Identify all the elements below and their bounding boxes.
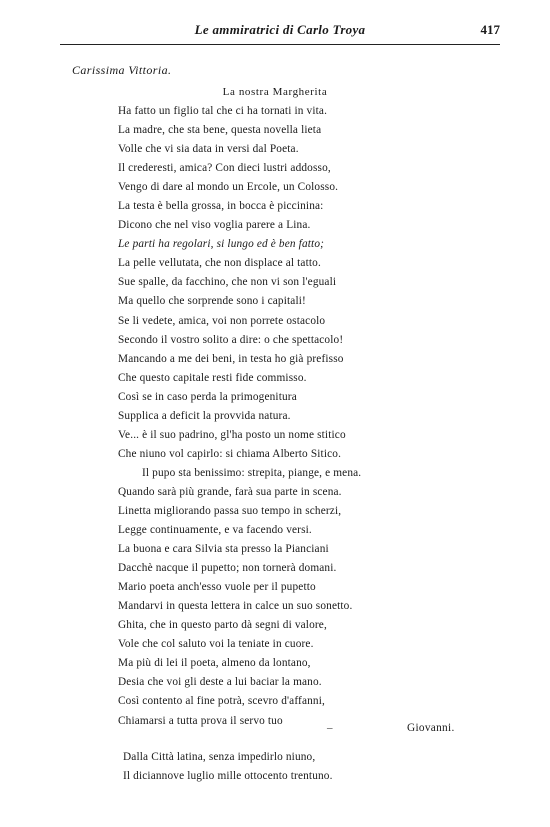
- poem-line: Dicono che nel viso voglia parere a Lina.: [118, 219, 311, 232]
- running-title: Le ammiratrici di Carlo Troya: [194, 22, 366, 37]
- poem-line: Che questo capitale resti fide commisso.: [118, 371, 307, 384]
- poem-line: Volle che vi sia data in versi dal Poeta.: [118, 143, 299, 156]
- page-header: [60, 20, 500, 44]
- poem-line: Così se in caso perda la primogenitura: [118, 390, 297, 403]
- poem-line: Dacchè nacque il pupetto; non tornerà domani.: [118, 562, 337, 575]
- poem-lines: [118, 102, 361, 731]
- poem-line: Così contento al fine potrà, scevro d'affanni,: [118, 695, 325, 708]
- poem-line: La pelle vellutata, che non displace al tatto.: [118, 257, 321, 270]
- poem-line: Il pupo sta benissimo: strepita, piange, e mena.: [142, 466, 362, 479]
- poem-line: Ma quello che sorprende sono i capitali!: [118, 295, 306, 308]
- poem-line: Ghita, che in questo parto dà segni di valore,: [118, 619, 327, 632]
- poem-title: La nostra Margherita: [222, 86, 328, 98]
- poem-line: Mandarvi in questa lettera in calce un suo sonetto.: [118, 600, 353, 613]
- poem-line: La buona e cara Silvia sta presso la Pianciani: [118, 543, 329, 556]
- letter-salutation: Carissima Vittoria.: [72, 63, 172, 77]
- poem-line: Se li vedete, amica, voi non porrete ostacolo: [118, 314, 326, 327]
- poem-line: Il crederesti, amica? Con dieci lustri addosso,: [118, 162, 331, 175]
- poem-line: Sue spalle, da facchino, che non vi son l'eguali: [118, 276, 337, 289]
- poem-line: Quando sarà più grande, farà sua parte in scena.: [118, 485, 342, 498]
- poem-line: Legge continuamente, e va facendo versi.: [118, 524, 312, 537]
- poem-line: Supplica a deficit la provvida natura.: [118, 409, 291, 422]
- closing-line: Dalla Città latina, senza impedirlo niuno,: [123, 751, 316, 763]
- poem-line: Ve... è il suo padrino, gl'ha posto un nome stitico: [118, 428, 346, 441]
- poem-line: Che niuno vol capirlo: si chiama Alberto Sitico.: [118, 447, 342, 460]
- poem-line: Chiamarsi a tutta prova il servo tuo: [118, 714, 283, 727]
- signature: Giovanni.: [407, 722, 455, 734]
- closing-lines: [123, 748, 333, 786]
- poem-line: Mario poeta anch'esso vuole per il pupetto: [118, 581, 316, 594]
- page-number: 417: [480, 22, 500, 37]
- poem-line: Ha fatto un figlio tal che ci ha tornati in vita.: [118, 105, 328, 117]
- poem-line: Secondo il vostro solito a dire: o che spettacolo!: [118, 333, 344, 346]
- signature-dash: –: [327, 722, 333, 734]
- closing-line: Il diciannove luglio mille ottocento trentuno.: [123, 770, 333, 782]
- poem-line: Ma più di lei il poeta, almeno da lontano,: [118, 657, 311, 670]
- poem-line: Vengo di dare al mondo un Ercole, un Colosso.: [118, 181, 339, 194]
- poem-line: Vole che col saluto voi la teniate in cuore.: [118, 638, 314, 651]
- poem-line: La testa è bella grossa, in bocca è piccinina:: [118, 200, 324, 213]
- poem-line: Desia che voi gli deste a lui baciar la mano.: [118, 676, 322, 689]
- poem-line: Le parti ha regolari, si lungo ed è ben fatto;: [118, 238, 325, 251]
- header-rule: [60, 44, 500, 45]
- poem-line: Linetta migliorando passa suo tempo in scherzi,: [118, 504, 342, 517]
- poem-line: La madre, che sta bene, questa novella lieta: [118, 124, 322, 137]
- poem-line: Mancando a me dei beni, in testa ho già prefisso: [118, 352, 344, 365]
